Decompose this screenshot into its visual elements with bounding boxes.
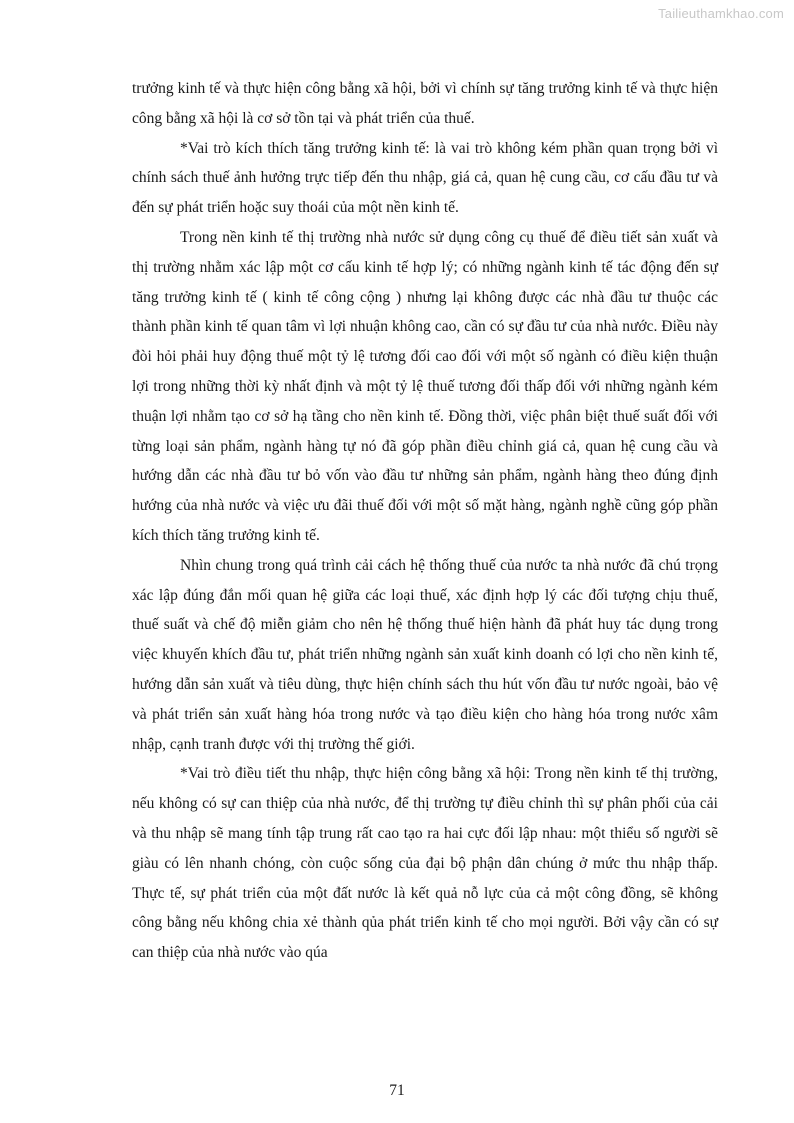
paragraph-tax-reform: Nhìn chung trong quá trình cải cách hệ thống thuế của nước ta nhà nước đã chú trọng xác lập đúng đắn mối quan hệ giữa các loại thuế, xác định hợp lý các đối tượng chịu thuế, thuế suất và chế độ miễn giảm cho nên hệ thống thuế hiện hành đã phát huy tác dụng trong việc khuyến khích đầu tư, phát triển những ngành sản xuất kinh doanh có lợi cho nền kinh tế, hướng dẫn sản xuất và tiêu dùng, thực hiện chính sách thu hút vốn đầu tư nước ngoài, bảo vệ và phát triển sản xuất hàng hóa trong nước và tạo điều kiện cho hàng hóa trong nước xâm nhập, cạnh tranh được với thị trường thế giới.	[132, 556, 718, 753]
body-text	[132, 74, 718, 968]
paragraph-growth-role: *Vai trò kích thích tăng trưởng kinh tế: là vai trò không kém phần quan trọng bởi vì chính sách thuế ảnh hưởng trực tiếp đến thu nhập, giá cả, quan hệ cung cầu, cơ cấu đầu tư và đến sự phát triển hoặc suy thoái của một nền kinh tế.	[132, 139, 718, 217]
paragraph-market-economy: Trong nền kinh tế thị trường nhà nước sử dụng công cụ thuế để điều tiết sản xuất và thị trường nhằm xác lập một cơ cấu kinh tế hợp lý; có những ngành kinh tế tác động đến sự tăng trưởng kinh tế ( kinh tế công cộng ) nhưng lại không được các nhà đầu tư thuộc các thành phần kinh tế quan tâm vì lợi nhuận không cao, cần có sự đầu tư của nhà nước. Điều này đòi hỏi phải huy động thuế một tỷ lệ tương đối cao đối với một số ngành có điều kiện thuận lợi trong những thời kỳ nhất định và một tỷ lệ thuế tương đối thấp đối với những ngành kém thuận lợi nhằm tạo cơ sở hạ tầng cho nền kinh tế. Đồng thời, việc phân biệt thuế suất đối với từng loại sản phẩm, ngành hàng tự nó đã góp phần điều chỉnh giá cả, quan hệ cung cầu và hướng dẫn các nhà đầu tư bỏ vốn vào đầu tư những sản phẩm, ngành hàng theo đúng định hướng của nhà nước và việc ưu đãi thuế đối với một số mặt hàng, ngành nghề cũng góp phần kích thích tăng trưởng kinh tế.	[132, 228, 718, 544]
paragraph-income-regulation: *Vai trò điều tiết thu nhập, thực hiện công bằng xã hội: Trong nền kinh tế thị trường, nếu không có sự can thiệp của nhà nước, để thị trường tự điều chỉnh thì sự phân phối của cải và thu nhập sẽ mang tính tập trung rất cao tạo ra hai cực đối lập nhau: một thiểu số người sẽ giàu có lên nhanh chóng, còn cuộc sống của đại bộ phận dân chúng ở mức thu nhập thấp. Thực tế, sự phát triển của một đất nước là kết quả nỗ lực của cả một công đồng, sẽ không công bằng nếu không chia xẻ thành qủa phát triển kinh tế cho mọi người. Bởi vậy cần có sự can thiệp của nhà nước vào qúa	[132, 765, 718, 962]
page-number: 71	[389, 1082, 405, 1099]
paragraph-continuation: trưởng kinh tế và thực hiện công bằng xã hội, bởi vì chính sự tăng trưởng kinh tế và thực hiện công bằng xã hội là cơ sở tồn tại và phát triển của thuế.	[132, 80, 718, 127]
watermark: Tailieuthamkhao.com	[658, 6, 784, 21]
